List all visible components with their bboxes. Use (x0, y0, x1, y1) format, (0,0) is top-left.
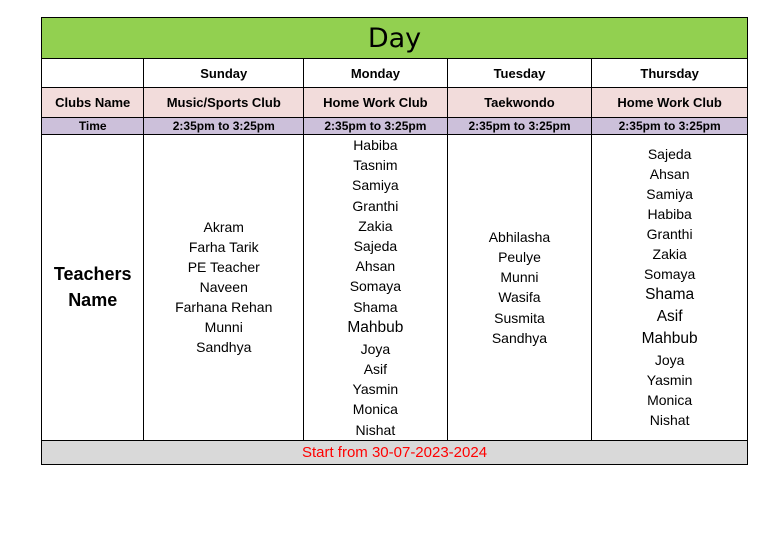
teacher-name: Sandhya (491, 329, 548, 346)
teacher-name: Asif (656, 308, 683, 326)
day-monday: Monday (304, 59, 448, 88)
teachers-tuesday-cell (447, 135, 592, 441)
teacher-name: Shama (645, 286, 695, 304)
teacher-name: Asif (363, 361, 388, 378)
teachers-thursday-list (592, 144, 747, 430)
club-sunday: Music/Sports Club (144, 88, 304, 118)
teacher-name: Abhilasha (488, 228, 551, 245)
teacher-name: Granthi (646, 226, 693, 243)
club-monday: Home Work Club (304, 88, 448, 118)
time-row (42, 118, 748, 135)
teachers-monday-list (304, 135, 447, 440)
teacher-name: Granthi (352, 197, 399, 214)
clubs-row (42, 88, 748, 118)
teacher-name: Akram (203, 219, 244, 236)
start-date-note: Start from 30-07-2023-2024 (42, 440, 748, 464)
teachers-label (42, 135, 144, 441)
time-thursday: 2:35pm to 3:25pm (592, 118, 748, 135)
title-row (42, 18, 748, 59)
time-tuesday: 2:35pm to 3:25pm (447, 118, 592, 135)
footer-row (42, 440, 748, 464)
teacher-name: PE Teacher (187, 259, 260, 276)
club-schedule-table (41, 17, 748, 465)
teacher-name: Mahbub (641, 330, 698, 348)
teacher-name: Zakia (358, 217, 393, 234)
time-label: Time (42, 118, 144, 135)
teacher-name: Peulye (498, 249, 541, 266)
teacher-name: Habiba (647, 206, 692, 223)
teacher-name: Ahsan (355, 258, 396, 275)
club-tuesday: Taekwondo (447, 88, 592, 118)
teachers-monday-cell (304, 135, 448, 441)
empty-header-cell (42, 59, 144, 88)
teacher-name: Wasifa (498, 289, 541, 306)
teacher-name: Tasnim (353, 157, 398, 174)
teachers-sunday-cell (144, 135, 304, 441)
club-thursday: Home Work Club (592, 88, 748, 118)
time-monday: 2:35pm to 3:25pm (304, 118, 448, 135)
teacher-name: Susmita (494, 309, 545, 326)
table-title: Day (42, 18, 748, 59)
teachers-label-line2: Name (68, 290, 118, 311)
teacher-name: Samiya (646, 186, 693, 203)
teacher-name: Zakia (652, 246, 687, 263)
teacher-name: Farha Tarik (188, 239, 259, 256)
teacher-name: Ahsan (649, 166, 690, 183)
teachers-row (42, 135, 748, 441)
teacher-name: Joya (360, 340, 391, 357)
teacher-name: Habiba (353, 137, 398, 153)
teacher-name: Samiya (352, 177, 399, 194)
clubs-label: Clubs Name (42, 88, 144, 118)
teacher-name: Shama (353, 298, 398, 315)
teacher-name: Nishat (649, 412, 690, 429)
teacher-name: Mahbub (347, 318, 404, 336)
time-sunday: 2:35pm to 3:25pm (144, 118, 304, 135)
teacher-name: Farhana Rehan (175, 299, 273, 316)
teacher-name: Munni (500, 269, 539, 286)
teacher-name: Nishat (355, 421, 396, 438)
teacher-name: Somaya (349, 278, 402, 295)
teacher-name: Monica (647, 392, 693, 409)
teachers-sunday-list (144, 217, 303, 357)
teacher-name: Munni (204, 319, 243, 336)
day-sunday: Sunday (144, 59, 304, 88)
teacher-name: Sandhya (196, 339, 252, 356)
teacher-name: Sajeda (353, 238, 398, 255)
teacher-name: Somaya (643, 266, 696, 283)
day-thursday: Thursday (592, 59, 748, 88)
teachers-tuesday-list (448, 227, 592, 348)
teacher-name: Joya (654, 352, 685, 369)
teachers-thursday-cell (592, 135, 748, 441)
day-header-row (42, 59, 748, 88)
teacher-name: Monica (352, 401, 398, 418)
teacher-name: Naveen (199, 279, 248, 296)
teacher-name: Sajeda (647, 146, 692, 163)
teacher-name: Yasmin (646, 372, 693, 389)
teachers-label-line1: Teachers (53, 264, 132, 285)
day-tuesday: Tuesday (447, 59, 592, 88)
teacher-name: Yasmin (352, 381, 399, 398)
